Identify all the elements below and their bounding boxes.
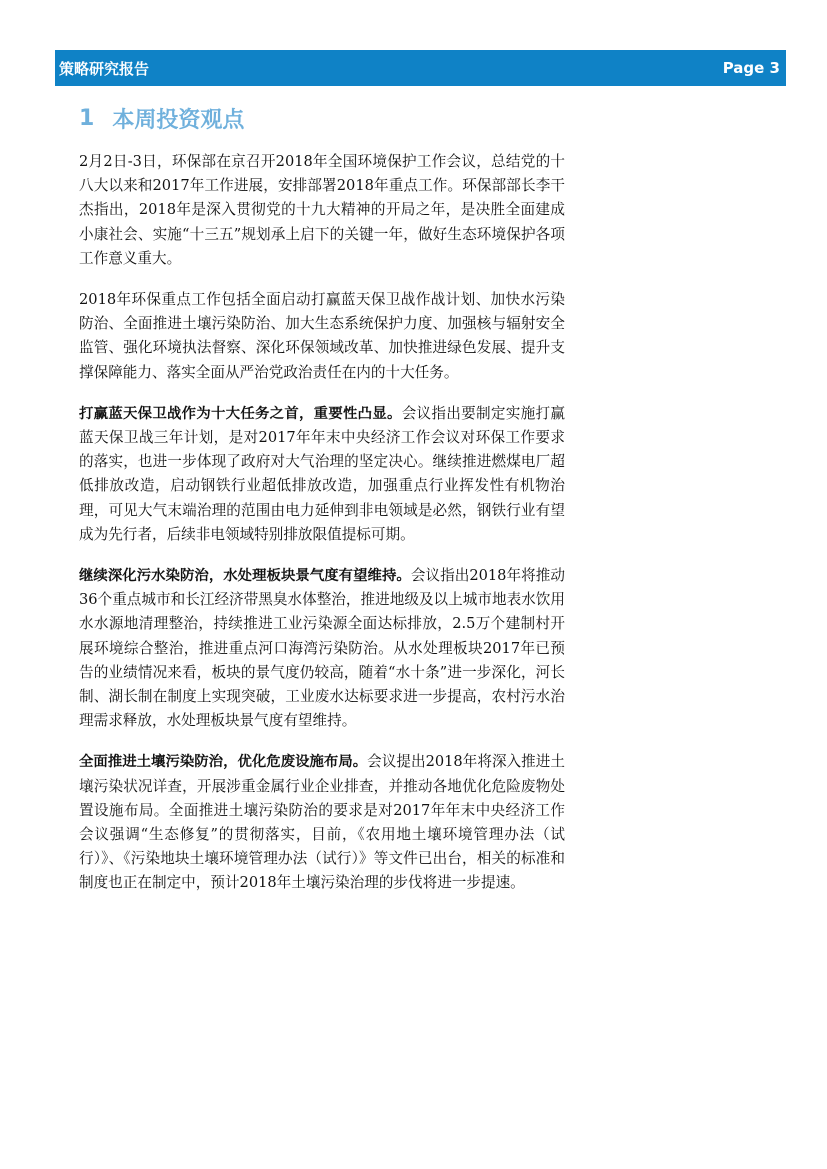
paragraph-3-text: 会议指出要制定实施打赢蓝天保卫战三年计划，是对2017年年末中央经济工作会议对环保工作要求的落实，也进一步体现了政府对大气治理的坚定决心。继续推进燃煤电厂超低排放改造，启动钢铁行业超低排放改造，加强重点行业挥发性有机物治理，可见大气末端治理的范围由电力延伸到非电领域是必然，钢铁行业有望成为先行者，后续非电领域特别排放限值提标可期。 [79, 404, 565, 543]
page-header-bar [55, 50, 786, 86]
paragraph-1-text: 2月2日-3日，环保部在京召开2018年全国环境保护工作会议，总结党的十八大以来和2017年工作进展，安排部署2018年重点工作。环保部部长李干杰指出，2018年是深入贯彻党的十九大精神的开局之年，是决胜全面建成小康社会、实施“十三五”规划承上启下的关键一年，做好生态环境保护各项工作意义重大。 [79, 153, 565, 267]
paragraph-3-lead: 打赢蓝天保卫战作为十大任务之首，重要性凸显。 [79, 405, 402, 422]
report-body [79, 150, 565, 913]
paragraph-4 [79, 564, 565, 733]
paragraph-2-text: 2018年环保重点工作包括全面启动打赢蓝天保卫战作战计划、加快水污染防治、全面推进土壤污染防治、加大生态系统保护力度、加强核与辐射安全监管、强化环境执法督察、深化环保领域改革、加快推进绿色发展、提升支撑保障能力、落实全面从严治党政治责任在内的十大任务。 [79, 291, 565, 381]
paragraph-2 [79, 288, 565, 385]
paragraph-4-lead: 继续深化污水染防治，水处理板块景气度有望维持。 [79, 568, 411, 585]
paragraph-5 [79, 750, 565, 895]
section-heading [79, 103, 244, 134]
paragraph-1 [79, 150, 565, 271]
paragraph-3 [79, 402, 565, 547]
paragraph-5-text: 会议提出2018年将深入推进土壤污染状况详查，开展涉重金属行业企业排查，并推动各地优化危险废物处置设施布局。全面推进土壤污染防治的要求是对2017年年末中央经济工作会议强调“生态修复”的贯彻落实，目前，《农用地土壤环境管理办法（试行）》、《污染地块土壤环境管理办法（试行）》等文件已出台，相关的标准和制度也正在制定中，预计2018年土壤污染治理的步伐将进一步提速。 [79, 753, 565, 892]
section-number: 1 [79, 106, 95, 131]
report-name: 策略研究报告 [59, 59, 150, 78]
page-number: Page 3 [722, 59, 780, 77]
paragraph-4-text: 会议指出2018年将推动36个重点城市和长江经济带黑臭水体整治，推进地级及以上城市地表水饮用水水源地清理整治，持续推进工业污染源全面达标排放，2.5万个建制村开展环境综合整治，推进重点河口海湾污染防治。从水处理板块2017年已预告的业绩情况来看，板块的景气度仍较高，随着“水十条”进一步深化，河长制、湖长制在制度上实现突破，工业废水达标要求进一步提高，农村污水治理需求释放，水处理板块景气度有望维持。 [79, 567, 565, 730]
paragraph-5-lead: 全面推进土壤污染防治，优化危废设施布局。 [79, 754, 368, 771]
section-title: 本周投资观点 [112, 108, 245, 133]
